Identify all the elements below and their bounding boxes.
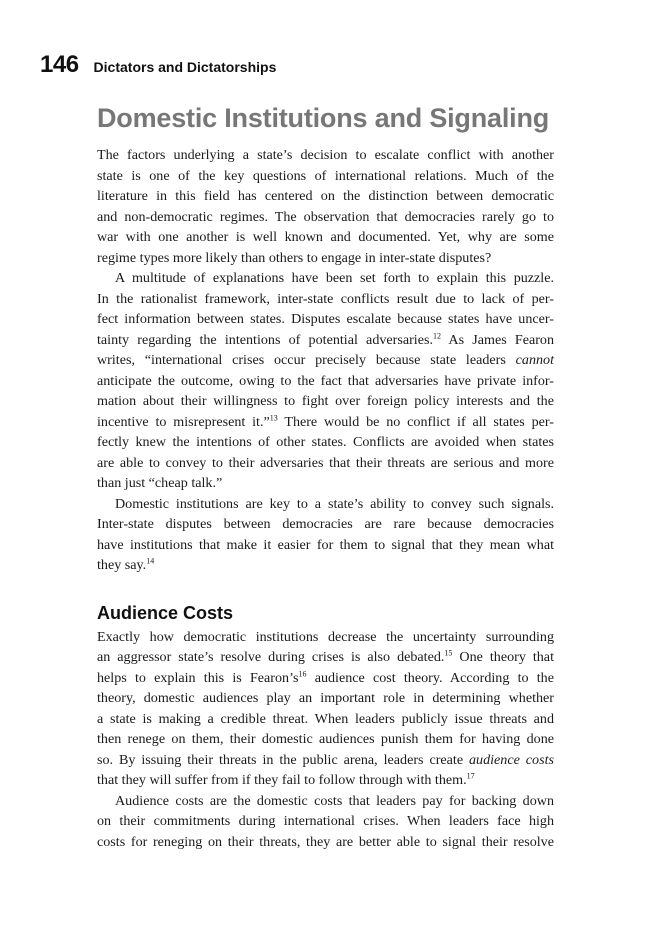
footnote-marker[interactable]: 17 (466, 771, 475, 781)
text-line: fectly knew the intentions of other states. Conflicts are avoided when states (97, 434, 554, 450)
text-line (97, 647, 554, 668)
text-line: literature in this field has centered on the distinction between democratic (97, 188, 554, 204)
text-line (97, 412, 554, 433)
text-line: are able to convey to their adversaries that their threats are serious and more (97, 454, 554, 471)
page-content (97, 98, 554, 852)
text-segment: writes, “international crises occur precisely because state leaders (97, 352, 516, 368)
text-line: fect information between states. Disputes escalate because states have uncer- (97, 311, 554, 327)
text-segment: helps to explain this is Fearon’s (97, 669, 299, 686)
text-line: costs for reneging on their threats, they are better able to signal their resolve (97, 833, 554, 850)
text-line: have institutions that make it easier for them to signal that they mean what (97, 536, 554, 553)
paragraph-4 (97, 627, 554, 791)
running-head (40, 51, 276, 81)
text-segment: As James Fearon (440, 331, 554, 348)
text-segment: that they will suffer from if they fail to follow through with them. (97, 772, 467, 788)
paragraph-2 (97, 268, 554, 494)
text-line: war with one another is well known and documented. Yet, why are some (97, 229, 554, 245)
text-line (97, 668, 554, 689)
running-title: Dictators and Dictatorships (93, 59, 277, 75)
text-line: then renege on them, their domestic audiences punish them for having done (97, 731, 554, 747)
text-line: A multitude of explanations have been set forth to explain this puzzle. (115, 270, 554, 286)
text-line: anticipate the outcome, owing to the fact that adversaries have private infor- (97, 372, 554, 389)
text-segment: so. By issuing their threats in the public arena, leaders create (97, 751, 469, 768)
text-line (97, 330, 554, 351)
footnote-marker[interactable]: 13 (269, 412, 278, 422)
text-line: The factors underlying a state’s decision to escalate conflict with another (97, 147, 554, 163)
text-segment: tainty regarding the intentions of potential adversaries. (97, 331, 433, 348)
footnote-marker[interactable]: 14 (146, 556, 155, 566)
text-segment: they say. (97, 557, 147, 573)
text-line: on their commitments during international crises. When leaders face high (97, 813, 554, 829)
footnote-marker[interactable]: 16 (298, 668, 307, 678)
text-line: and non-democratic regimes. The observation that democracies rarely go to (97, 208, 554, 225)
text-line: a state is making a credible threat. When leaders publicly issue threats and (97, 710, 554, 727)
text-line: state is one of the key questions of international relations. Much of the (97, 167, 554, 184)
footnote-marker[interactable]: 15 (444, 648, 453, 658)
text-line: In the rationalist framework, inter-state conflicts result due to lack of per- (97, 290, 554, 307)
text-line: theory, domestic audiences play an important role in determining whether (97, 690, 554, 706)
text-line: Exactly how democratic institutions decrease the uncertainty surrounding (97, 628, 554, 645)
text-line (97, 350, 554, 371)
paragraph-1 (97, 145, 554, 268)
text-segment: One theory that (452, 649, 554, 665)
text-line (97, 770, 554, 791)
paragraph-3 (97, 494, 554, 576)
text-line: than just “cheap talk.” (97, 475, 223, 491)
emphasis-text: audience costs (469, 751, 554, 768)
text-line (97, 555, 554, 576)
text-segment: There would be no conflict if all states per- (277, 413, 554, 430)
page-number: 146 (40, 51, 79, 78)
text-line: Inter-state disputes between democracies are rare because democracies (97, 516, 554, 532)
text-segment: audience cost theory. According to the (306, 669, 554, 686)
text-line: regime types more likely than others to engage in inter-state disputes? (97, 249, 492, 266)
text-line: Domestic institutions are key to a state’s ability to convey such signals. (115, 495, 554, 512)
paragraph-5 (97, 791, 554, 853)
text-segment: incentive to misrepresent it.” (97, 413, 270, 430)
text-line: mation about their willingness to fight over foreign policy interests and the (97, 393, 554, 409)
emphasis-text: cannot (515, 352, 554, 368)
text-line: Audience costs are the domestic costs that leaders pay for backing down (115, 792, 554, 809)
subsection-title: Audience Costs (97, 602, 234, 623)
footnote-marker[interactable]: 12 (432, 330, 441, 340)
text-line (97, 750, 554, 771)
text-segment: an aggressor state’s resolve during crises is also debated. (97, 649, 445, 665)
section-title: Domestic Institutions and Signaling (97, 103, 550, 133)
